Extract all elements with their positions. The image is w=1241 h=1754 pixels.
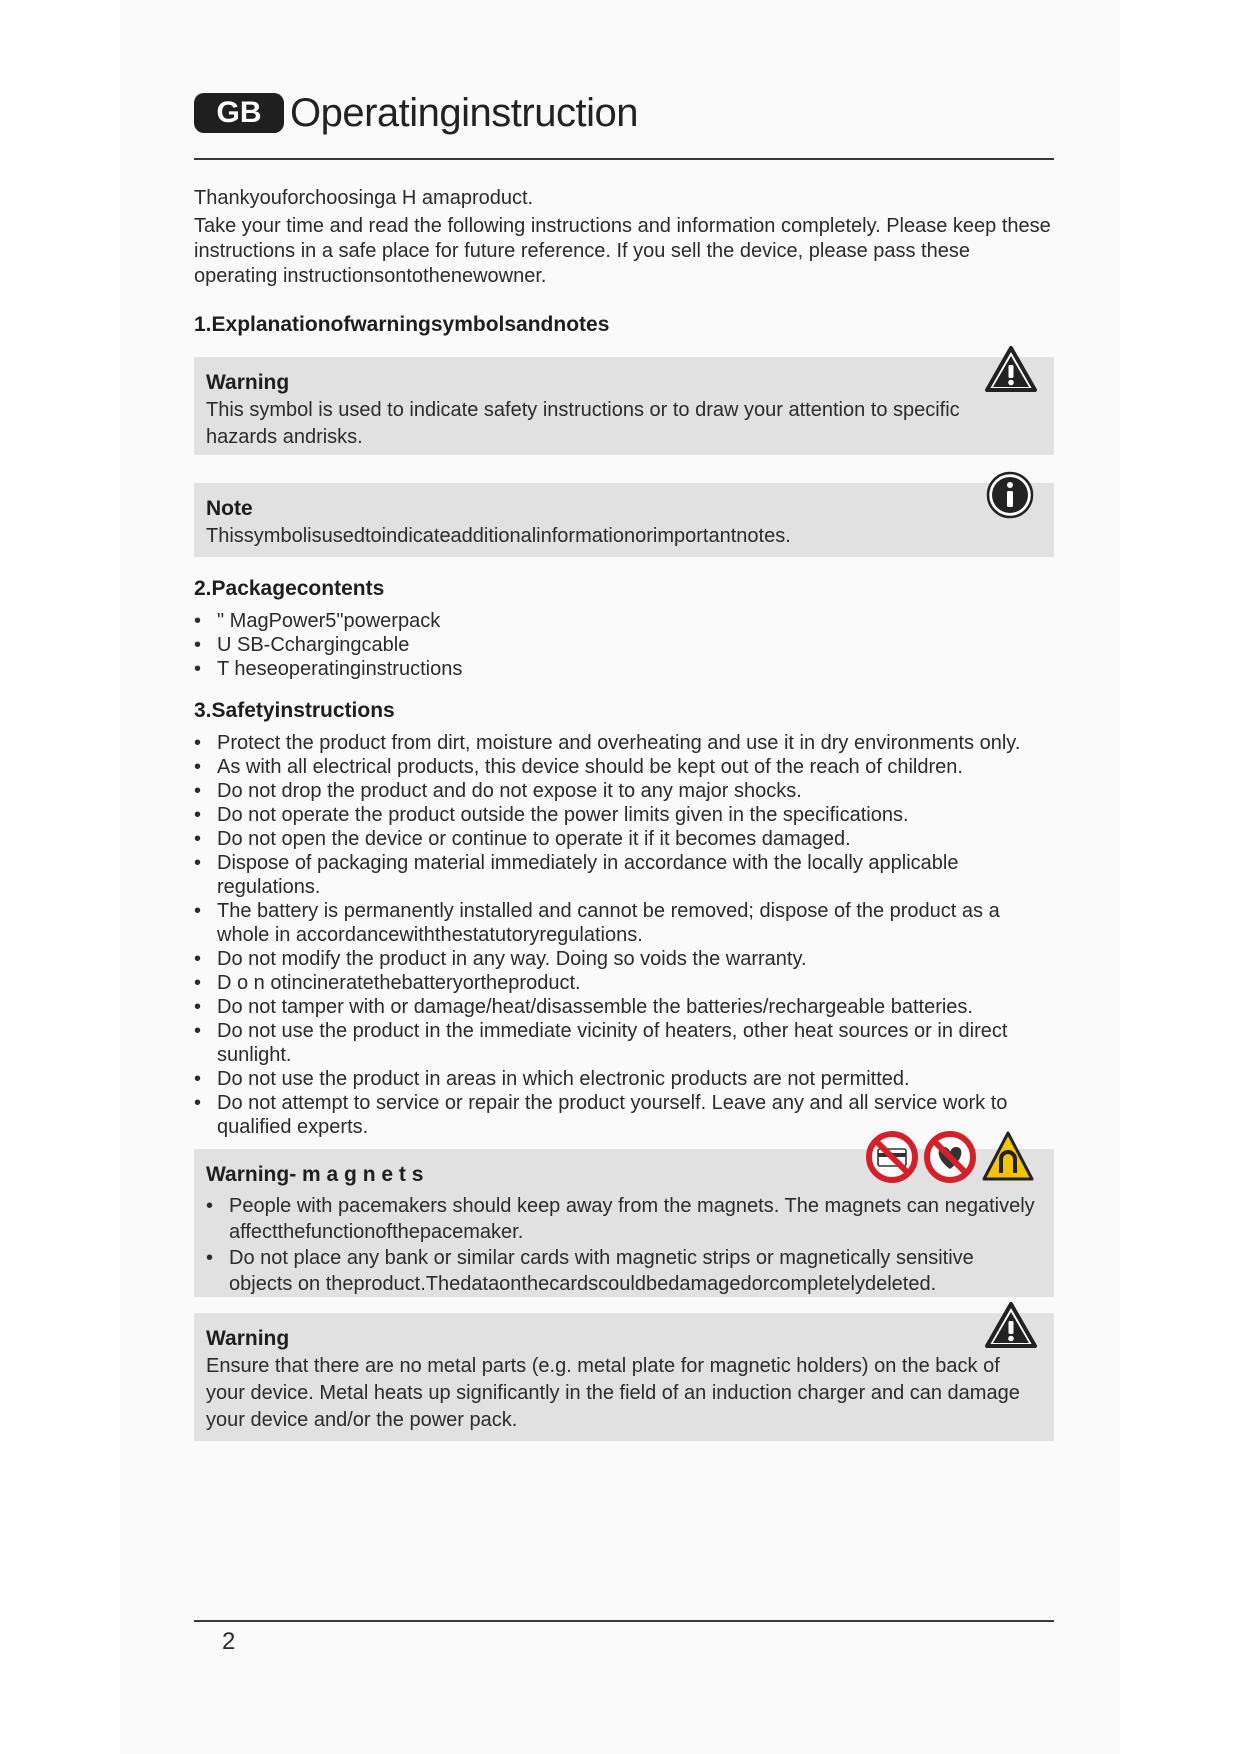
page-title: Operatinginstruction: [290, 91, 638, 135]
magnets-box-title: Warning- m a g n e t s: [206, 1163, 424, 1186]
section-3-heading: 3.Safetyinstructions: [194, 699, 395, 722]
list-item: • As with all electrical products, this device should be kept out of the reach of children.: [194, 755, 1054, 779]
section-1-heading: 1.Explanationofwarningsymbolsandnotes: [194, 313, 610, 336]
section-2-heading: 2.Packagecontents: [194, 577, 385, 600]
magnetic-field-warning-icon: [984, 1133, 1032, 1179]
list-item: • Dispose of packaging material immediately in accordance with the locally applicable regulations.: [194, 851, 1054, 899]
list-item: • Do not use the product in the immediate vicinity of heaters, other heat sources or in direct sunlight.: [194, 1019, 1054, 1067]
package-contents-list: [194, 609, 1054, 681]
footer-rule: [194, 1620, 1054, 1622]
list-item: • " MagPower5"powerpack: [194, 609, 1054, 633]
list-item: • Protect the product from dirt, moisture and overheating and use it in dry environments only.: [194, 731, 1054, 755]
note-box-title: Note: [206, 497, 253, 520]
list-item: • Do not open the device or continue to operate it if it becomes damaged.: [194, 827, 1054, 851]
warning-box-title: Warning: [206, 371, 290, 394]
list-item: • Do not drop the product and do not expose it to any major shocks.: [194, 779, 1054, 803]
info-icon: [986, 471, 1034, 519]
list-item: • Do not operate the product outside the power limits given in the specifications.: [194, 803, 1054, 827]
metal-box-text: Ensure that there are no metal parts (e.g. metal plate for magnetic holders) on the back of your device. Metal heats up significantly in the field of an induction charger and can damage your device and/or the power pack.: [206, 1355, 1020, 1431]
magnets-warning-list: [206, 1193, 1042, 1297]
warning-triangle-icon: [984, 1301, 1038, 1349]
list-item: • The battery is permanently installed and cannot be removed; dispose of the product as a whole in accordancewiththestatutoryregulations.: [194, 899, 1054, 947]
magnets-warning-box: [194, 1149, 1054, 1297]
list-item: • D o n otincineratethebatteryortheproduct.: [194, 971, 1054, 995]
document-body: [194, 186, 1054, 1441]
list-item: • People with pacemakers should keep away from the magnets. The magnets can negatively affectthefunctionofthepacemaker.: [206, 1193, 1042, 1245]
note-box-text: Thissymbolisusedtoindicateadditionalinformationorimportantnotes.: [206, 525, 791, 547]
list-item: • Do not attempt to service or repair the product yourself. Leave any and all service work to qualified experts.: [194, 1091, 1054, 1139]
warning-triangle-icon: [984, 345, 1038, 393]
magnet-warning-icons: [864, 1129, 1036, 1185]
no-pacemaker-icon: [927, 1134, 973, 1180]
safety-instructions-list: [194, 731, 1054, 1139]
language-badge: GB: [194, 93, 284, 133]
list-item: • U SB-Cchargingcable: [194, 633, 1054, 657]
metal-box-title: Warning: [206, 1327, 290, 1350]
no-magnetic-cards-icon: [869, 1134, 915, 1180]
note-symbol-box: [194, 483, 1054, 557]
page-number: 2: [222, 1628, 236, 1655]
list-item: • Do not modify the product in any way. Doing so voids the warranty.: [194, 947, 1054, 971]
list-item: • Do not tamper with or damage/heat/disassemble the batteries/rechargeable batteries.: [194, 995, 1054, 1019]
intro-thanks: Thankyouforchoosinga H amaproduct.: [194, 187, 534, 209]
warning-box-text: This symbol is used to indicate safety instructions or to draw your attention to specific hazards andrisks.: [206, 399, 960, 448]
page-header: [194, 88, 1054, 160]
list-item: • Do not use the product in areas in which electronic products are not permitted.: [194, 1067, 1054, 1091]
metal-parts-warning-box: [194, 1313, 1054, 1441]
list-item: • Do not place any bank or similar cards with magnetic strips or magnetically sensitive objects on theproduct.Thedataonthecardscouldbedamagedorcompletelydeleted.: [206, 1245, 1042, 1297]
warning-symbol-box: [194, 357, 1054, 455]
list-item: • T heseoperatinginstructions: [194, 657, 1054, 681]
intro-body: Take your time and read the following instructions and information completely. Please keep these instructions in a safe place for future reference. If you sell the device, please pass these operating instructionsontothenewowner.: [194, 215, 1051, 287]
